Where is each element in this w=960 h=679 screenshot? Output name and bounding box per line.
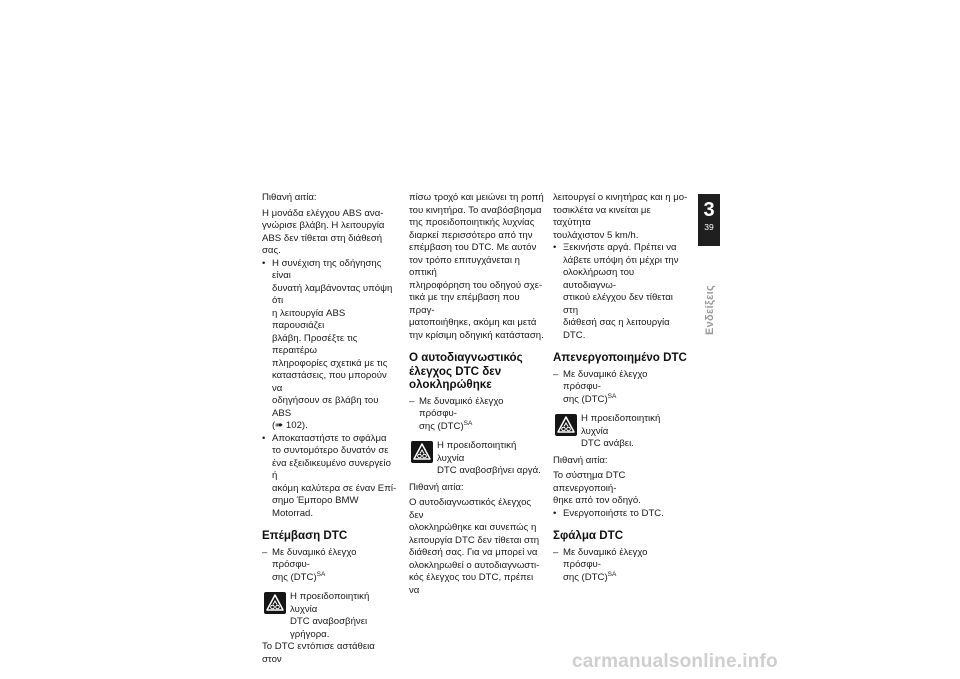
text-line: πληροφορίες σχετικά με τις bbox=[272, 357, 388, 369]
text-line: η λειτουργία ABS παρουσιάζει bbox=[272, 307, 346, 331]
bullet-item bbox=[262, 258, 397, 433]
text-line: τον τρόπο επιτυγχάνεται η οπτική bbox=[409, 254, 520, 278]
text-line: λειτουργεί ο κινητήρας και η μο- bbox=[553, 192, 688, 203]
text-line: το συντομότερο δυνατόν σε bbox=[272, 445, 389, 456]
text-line: ABS δεν τίθεται στη διάθεσή bbox=[262, 232, 383, 244]
column-3 bbox=[553, 192, 688, 584]
text-line: διάθεσή σας. Για να μπορεί να bbox=[409, 547, 538, 558]
page-reference: (➠ 102). bbox=[272, 420, 308, 431]
heading-line: Ο αυτοδιαγνωστικός bbox=[409, 351, 523, 364]
bullet-item bbox=[553, 242, 688, 342]
text-line: DTC αναβοσβήνει αργά. bbox=[437, 465, 541, 476]
text-line: σημο Έμπορο BMW Motorrad. bbox=[272, 495, 359, 519]
option-superscript: SA bbox=[316, 570, 326, 578]
paragraph bbox=[553, 192, 688, 242]
text-line: DTC ανάβει. bbox=[581, 438, 634, 449]
warning-light-icon bbox=[411, 441, 433, 463]
dash-marker: – bbox=[553, 368, 559, 380]
warning-light-note bbox=[409, 440, 544, 478]
dash-marker: – bbox=[553, 546, 559, 558]
text-line: Πιθανή αιτία: bbox=[553, 454, 608, 466]
option-superscript: SA bbox=[607, 570, 617, 578]
cause-paragraph bbox=[553, 455, 688, 508]
text-line: Με δυναμικό έλεγχο πρόσφυ- bbox=[272, 546, 357, 570]
dash-marker: – bbox=[409, 395, 415, 407]
text-line: Πιθανή αιτία: bbox=[409, 481, 464, 493]
equipment-note bbox=[553, 369, 688, 407]
chapter-tab bbox=[698, 194, 720, 246]
text-line: τοσικλέτα να κινείται με ταχύτητα bbox=[553, 204, 651, 228]
text-line: ματοποιήθηκε, ακόμη και μετά bbox=[409, 317, 537, 328]
text-line: λάβετε υπόψη ότι μέχρι την bbox=[563, 254, 679, 266]
text-line: Πιθανή αιτία: bbox=[262, 192, 317, 203]
section-heading: Επέμβαση DTC bbox=[262, 529, 348, 542]
bullet-marker: • bbox=[262, 432, 266, 444]
text-line: σας. bbox=[262, 245, 281, 256]
text-line: σης (DTC) bbox=[563, 393, 608, 405]
text-line: Με δυναμικό έλεγχο πρόσφυ- bbox=[563, 546, 648, 570]
text-line: Η προειδοποιητική λυχνία bbox=[290, 591, 370, 615]
text-line: Το σύστημα DTC απενεργοποιή- bbox=[553, 470, 626, 494]
page-number: 39 bbox=[704, 222, 714, 232]
text-line: Το DTC εντόπισε αστάθεια στον bbox=[262, 641, 375, 665]
cause-paragraph bbox=[262, 192, 397, 258]
text-line: Αποκαταστήστε το σφάλμα bbox=[272, 432, 387, 444]
column-1 bbox=[262, 192, 397, 666]
bullet-item bbox=[553, 508, 688, 521]
equipment-note bbox=[553, 547, 688, 585]
text-line: τουλάχιστον 5 km/h. bbox=[553, 229, 639, 241]
text-line: DTC αναβοσβήνει γρήγορα. bbox=[290, 616, 368, 640]
text-line: ακόμη καλύτερα σε έναν Επί- bbox=[272, 482, 397, 494]
text-line: τικά με την επέμβαση που πραγ- bbox=[409, 292, 520, 316]
text-line: πίσω τροχό και μειώνει τη ροπή bbox=[409, 192, 544, 203]
text-line: πληροφόρηση του οδηγού σχε- bbox=[409, 279, 543, 291]
text-line: Η συνέχιση της οδήγησης είναι bbox=[272, 257, 382, 281]
text-line: καταστάσεις, που μπορούν να bbox=[272, 370, 387, 394]
text-line: οδηγήσουν σε βλάβη του ABS bbox=[272, 395, 379, 419]
bullet-item bbox=[262, 433, 397, 521]
bullet-marker: • bbox=[553, 242, 557, 253]
cause-paragraph bbox=[409, 482, 544, 598]
text-line: Ο αυτοδιαγνωστικός έλεγχος δεν bbox=[409, 497, 532, 521]
warning-light-note bbox=[262, 591, 397, 641]
paragraph bbox=[409, 192, 544, 342]
text-line: Ενεργοποιήστε το DTC. bbox=[563, 507, 664, 519]
option-superscript: SA bbox=[463, 419, 473, 427]
bullet-marker: • bbox=[262, 257, 266, 269]
section-heading: Σφάλμα DTC bbox=[553, 529, 624, 542]
dash-marker: – bbox=[262, 546, 268, 558]
text-line: κός έλεγχος του DTC, πρέπει να bbox=[409, 572, 534, 596]
text-line: Με δυναμικό έλεγχο πρόσφυ- bbox=[563, 368, 648, 392]
chapter-side-label: Ενδείξεις bbox=[704, 285, 716, 335]
text-line: σης (DTC) bbox=[419, 420, 464, 432]
text-line: Η προειδοποιητική λυχνία bbox=[437, 440, 517, 464]
text-line: Η μονάδα ελέγχου ABS ανα- bbox=[262, 207, 384, 219]
text-line: της προειδοποιητικής λυχνίας bbox=[409, 217, 535, 228]
equipment-note bbox=[262, 547, 397, 585]
warning-light-icon bbox=[555, 414, 577, 436]
text-line: λειτουργία DTC δεν τίθεται στη bbox=[409, 534, 540, 546]
text-line: επέμβαση του DTC. Με αυτόν bbox=[409, 242, 537, 253]
text-line: διάθεσή σας η λειτουργία DTC. bbox=[563, 317, 670, 341]
text-line: ολοκληρώθηκε και συνεπώς η bbox=[409, 522, 537, 533]
text-line: Η προειδοποιητική λυχνία bbox=[581, 413, 661, 437]
chapter-number: 3 bbox=[703, 199, 715, 221]
warning-light-icon bbox=[264, 592, 286, 614]
text-line: βλάβη. Προσέξτε τις περαιτέρω bbox=[272, 332, 358, 356]
text-line: στικού ελέγχου δεν τίθεται στη bbox=[563, 292, 673, 316]
heading-line: ολοκληρώθηκε bbox=[409, 378, 492, 391]
column-2 bbox=[409, 192, 544, 597]
section-heading: Απενεργοποιημένο DTC bbox=[553, 351, 687, 364]
watermark-text: carmanualsonline.info bbox=[572, 651, 778, 672]
text-line: θηκε από τον οδηγό. bbox=[553, 495, 641, 506]
text-line: Με δυναμικό έλεγχο πρόσφυ- bbox=[419, 395, 504, 419]
text-line: σης (DTC) bbox=[272, 571, 317, 583]
section-heading bbox=[409, 351, 544, 392]
bullet-marker: • bbox=[553, 507, 557, 519]
text-line: ολοκλήρωση του αυτοδιαγνω- bbox=[563, 267, 635, 291]
text-line: του κινητήρα. Το αναβόσβησμα bbox=[409, 204, 542, 216]
text-line: την κρίσιμη οδηγική κατάσταση. bbox=[409, 329, 544, 341]
equipment-note bbox=[409, 396, 544, 434]
option-superscript: SA bbox=[607, 392, 617, 400]
text-line: γνώρισε βλάβη. Η λειτουργία bbox=[262, 220, 385, 231]
heading-line: έλεγχος DTC δεν bbox=[409, 364, 502, 378]
text-line: δυνατή λαμβάνοντας υπόψη ότι bbox=[272, 282, 393, 306]
text-line: Ξεκινήστε αργά. Πρέπει να bbox=[563, 242, 677, 253]
warning-light-note bbox=[553, 413, 688, 451]
text-line: ολοκληρωθεί ο αυτοδιαγνωστι- bbox=[409, 559, 540, 571]
text-line: διαρκεί περισσότερο από την bbox=[409, 229, 533, 241]
text-line: ένα εξειδικευμένο συνεργείο ή bbox=[272, 457, 391, 481]
text-line: σης (DTC) bbox=[563, 571, 608, 583]
